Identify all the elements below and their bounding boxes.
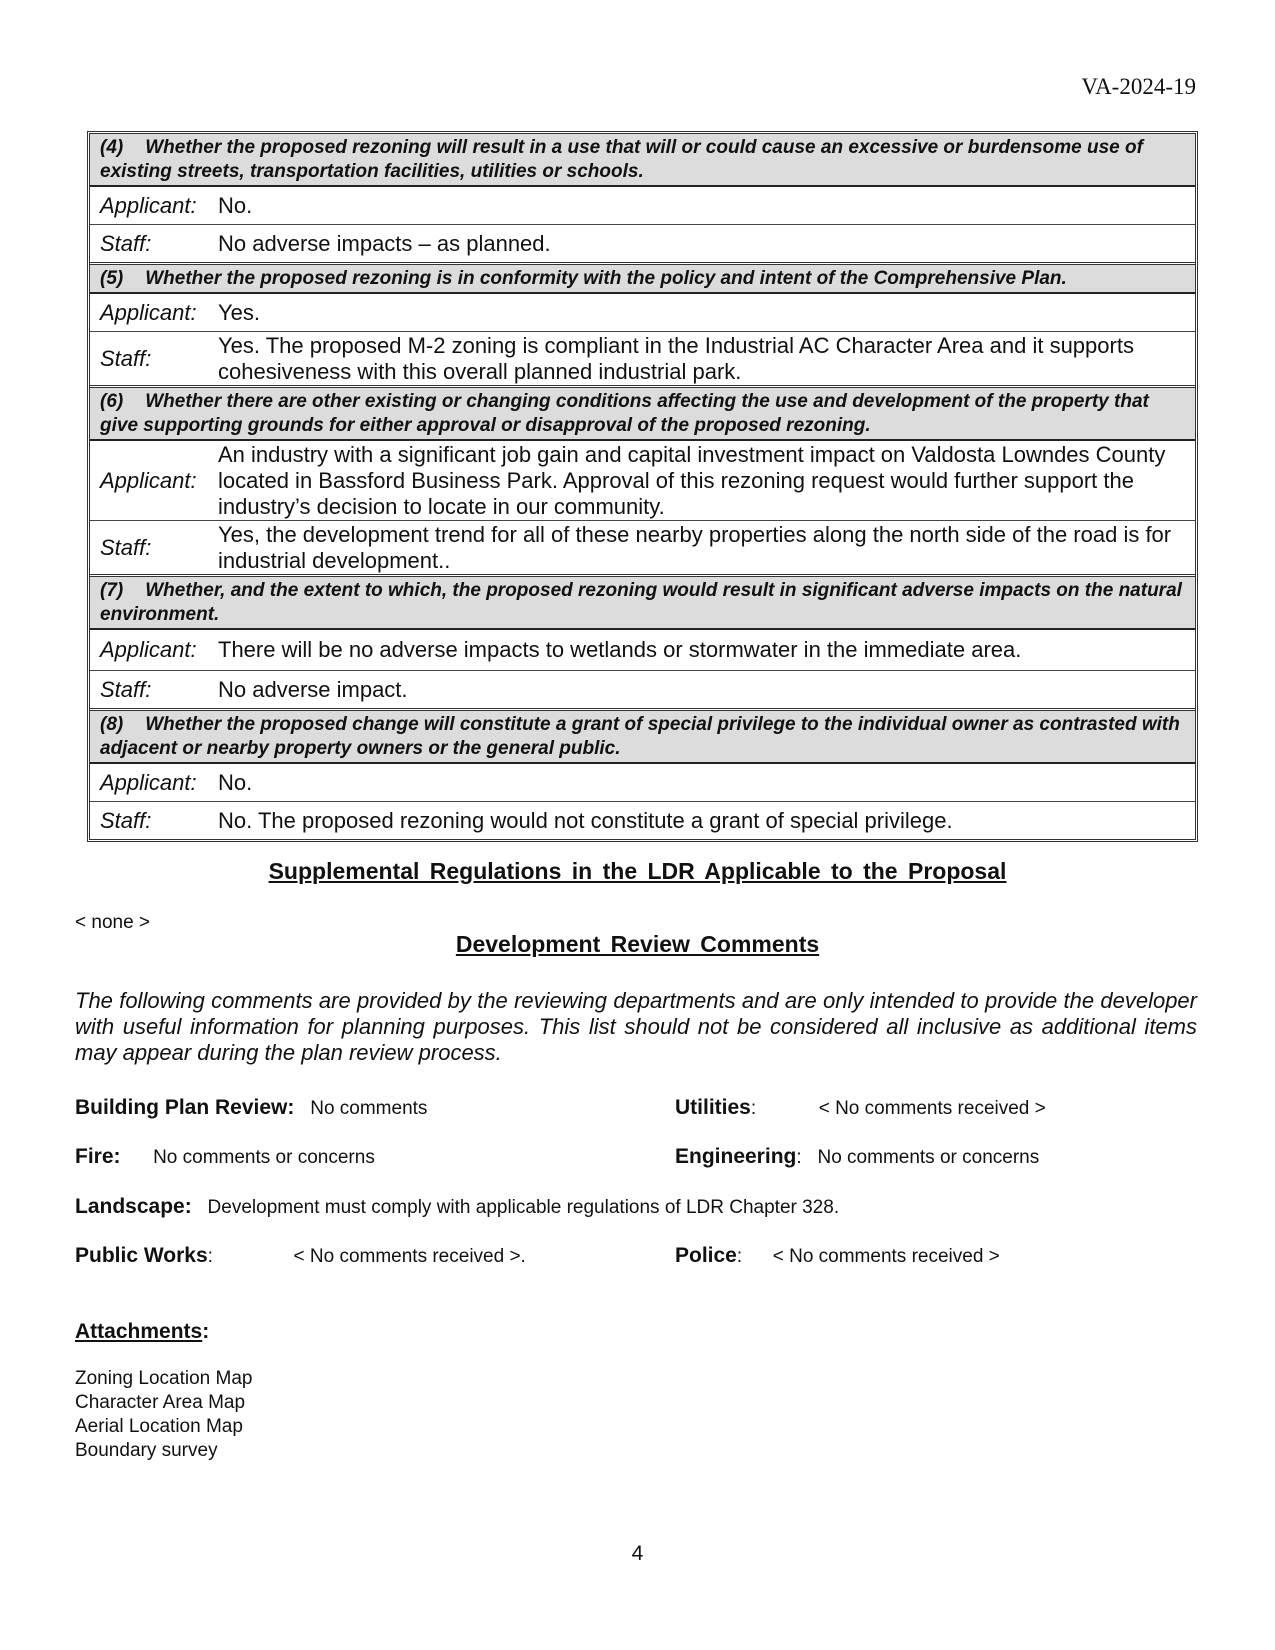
fire-value: No comments or concerns bbox=[153, 1147, 375, 1168]
utilities-comment: Utilities: < No comments received > bbox=[675, 1096, 1046, 1119]
staff-row bbox=[90, 520, 1195, 574]
development-review-title: Development Review Comments bbox=[455, 931, 820, 957]
landscape-label: Landscape: bbox=[75, 1195, 192, 1218]
staff-answer: Yes. The proposed M-2 zoning is compliant in the Industrial AC Character Area and it supports cohesiveness with this overall planned industrial park. bbox=[218, 333, 1134, 384]
staff-label: Staff: bbox=[100, 345, 152, 371]
applicant-answer: No. bbox=[218, 769, 253, 795]
staff-label: Staff: bbox=[100, 230, 152, 256]
attachments-title: Attachments: bbox=[75, 1320, 210, 1343]
applicant-answer: No. bbox=[218, 192, 253, 218]
applicant-row bbox=[90, 292, 1195, 331]
engineering-label: Engineering bbox=[675, 1145, 797, 1168]
utilities-label: Utilities bbox=[675, 1096, 751, 1119]
applicant-label: Applicant: bbox=[100, 637, 197, 662]
page-number: 4 bbox=[631, 1542, 644, 1565]
criterion-6 bbox=[90, 385, 1195, 574]
staff-label: Staff: bbox=[100, 534, 152, 560]
staff-row bbox=[90, 224, 1195, 262]
building-plan-review-value: No comments bbox=[310, 1098, 428, 1119]
landscape-comment bbox=[75, 1195, 839, 1219]
staff-row bbox=[90, 670, 1195, 708]
criterion-4 bbox=[90, 134, 1195, 262]
engineering-comment: Engineering: No comments or concerns bbox=[675, 1145, 1040, 1168]
criteria-table bbox=[87, 131, 1198, 842]
staff-row bbox=[90, 331, 1195, 385]
supplemental-title: Supplemental Regulations in the LDR Applicable to the Proposal bbox=[268, 858, 1007, 884]
building-plan-review-label: Building Plan Review: bbox=[75, 1096, 295, 1119]
attachment-item: Zoning Location Map bbox=[75, 1368, 253, 1389]
criterion-8 bbox=[90, 708, 1195, 839]
attachment-item: Character Area Map bbox=[75, 1392, 246, 1413]
supplemental-value: < none > bbox=[75, 912, 151, 933]
public-works-value: < No comments received >. bbox=[293, 1246, 526, 1267]
applicant-answer: An industry with a significant job gain and capital investment impact on Valdosta Lowndes County located in Bassford Business Park. Approval of this rezoning request would further support the industry’s decision to locate in our community. bbox=[218, 442, 1166, 519]
staff-label: Staff: bbox=[100, 807, 152, 833]
applicant-row bbox=[90, 628, 1195, 670]
criterion-question: (8) Whether the proposed change will constitute a grant of special privilege to the individual owner as contrasted with adjacent or nearby property owners or the general public. bbox=[90, 711, 1195, 762]
police-label: Police bbox=[675, 1244, 737, 1267]
public-works-label: Public Works bbox=[75, 1244, 208, 1267]
police-comment: Police: < No comments received > bbox=[675, 1244, 1000, 1267]
applicant-label: Applicant: bbox=[100, 299, 197, 325]
applicant-label: Applicant: bbox=[100, 192, 197, 218]
applicant-row bbox=[90, 762, 1195, 801]
criterion-question: (4) Whether the proposed rezoning will result in a use that will or could cause an excessive or burdensome use of existing streets, transportation facilities, utilities or schools. bbox=[90, 134, 1195, 185]
utilities-value: < No comments received > bbox=[818, 1098, 1046, 1119]
staff-row bbox=[90, 801, 1195, 839]
fire-label: Fire: bbox=[75, 1145, 121, 1168]
attachments-list bbox=[75, 1367, 252, 1463]
criterion-5 bbox=[90, 262, 1195, 385]
applicant-answer: Yes. bbox=[218, 299, 261, 325]
criterion-question: (5) Whether the proposed rezoning is in conformity with the policy and intent of the Comprehensive Plan. bbox=[90, 265, 1195, 292]
staff-answer: Yes, the development trend for all of these nearby properties along the north side of the road is for industrial development.. bbox=[218, 522, 1172, 573]
staff-answer: No adverse impact. bbox=[218, 676, 408, 702]
case-number: VA-2024-19 bbox=[1081, 74, 1196, 99]
criterion-question: (7) Whether, and the extent to which, the proposed rezoning would result in significant adverse impacts on the natural environment. bbox=[90, 577, 1195, 628]
staff-label: Staff: bbox=[100, 676, 152, 702]
criterion-question: (6) Whether there are other existing or changing conditions affecting the use and development of the property that give supporting grounds for either approval or disapproval of the proposed rezoning. bbox=[90, 388, 1195, 439]
public-works-comment: Public Works: < No comments received >. bbox=[75, 1244, 526, 1267]
landscape-value: Development must comply with applicable regulations of LDR Chapter 328. bbox=[207, 1197, 840, 1218]
police-value: < No comments received > bbox=[772, 1246, 1000, 1267]
development-review-intro: The following comments are provided by the reviewing departments and are only intended to provide the developer with useful information for planning purposes. This list should not be considered all inclusive as additional items may appear during the plan review process. bbox=[75, 988, 1197, 1065]
applicant-row bbox=[90, 439, 1195, 520]
staff-answer: No adverse impacts – as planned. bbox=[218, 230, 551, 256]
staff-answer: No. The proposed rezoning would not constitute a grant of special privilege. bbox=[218, 807, 953, 833]
criterion-7 bbox=[90, 574, 1195, 708]
applicant-label: Applicant: bbox=[100, 467, 197, 493]
building-plan-review-comment bbox=[75, 1096, 427, 1120]
applicant-label: Applicant: bbox=[100, 769, 197, 795]
applicant-row bbox=[90, 185, 1195, 224]
applicant-answer: There will be no adverse impacts to wetlands or stormwater in the immediate area. bbox=[218, 637, 1022, 662]
attachment-item: Aerial Location Map bbox=[75, 1416, 243, 1437]
engineering-value: No comments or concerns bbox=[817, 1147, 1040, 1168]
fire-comment bbox=[75, 1145, 375, 1169]
attachment-item: Boundary survey bbox=[75, 1440, 218, 1461]
